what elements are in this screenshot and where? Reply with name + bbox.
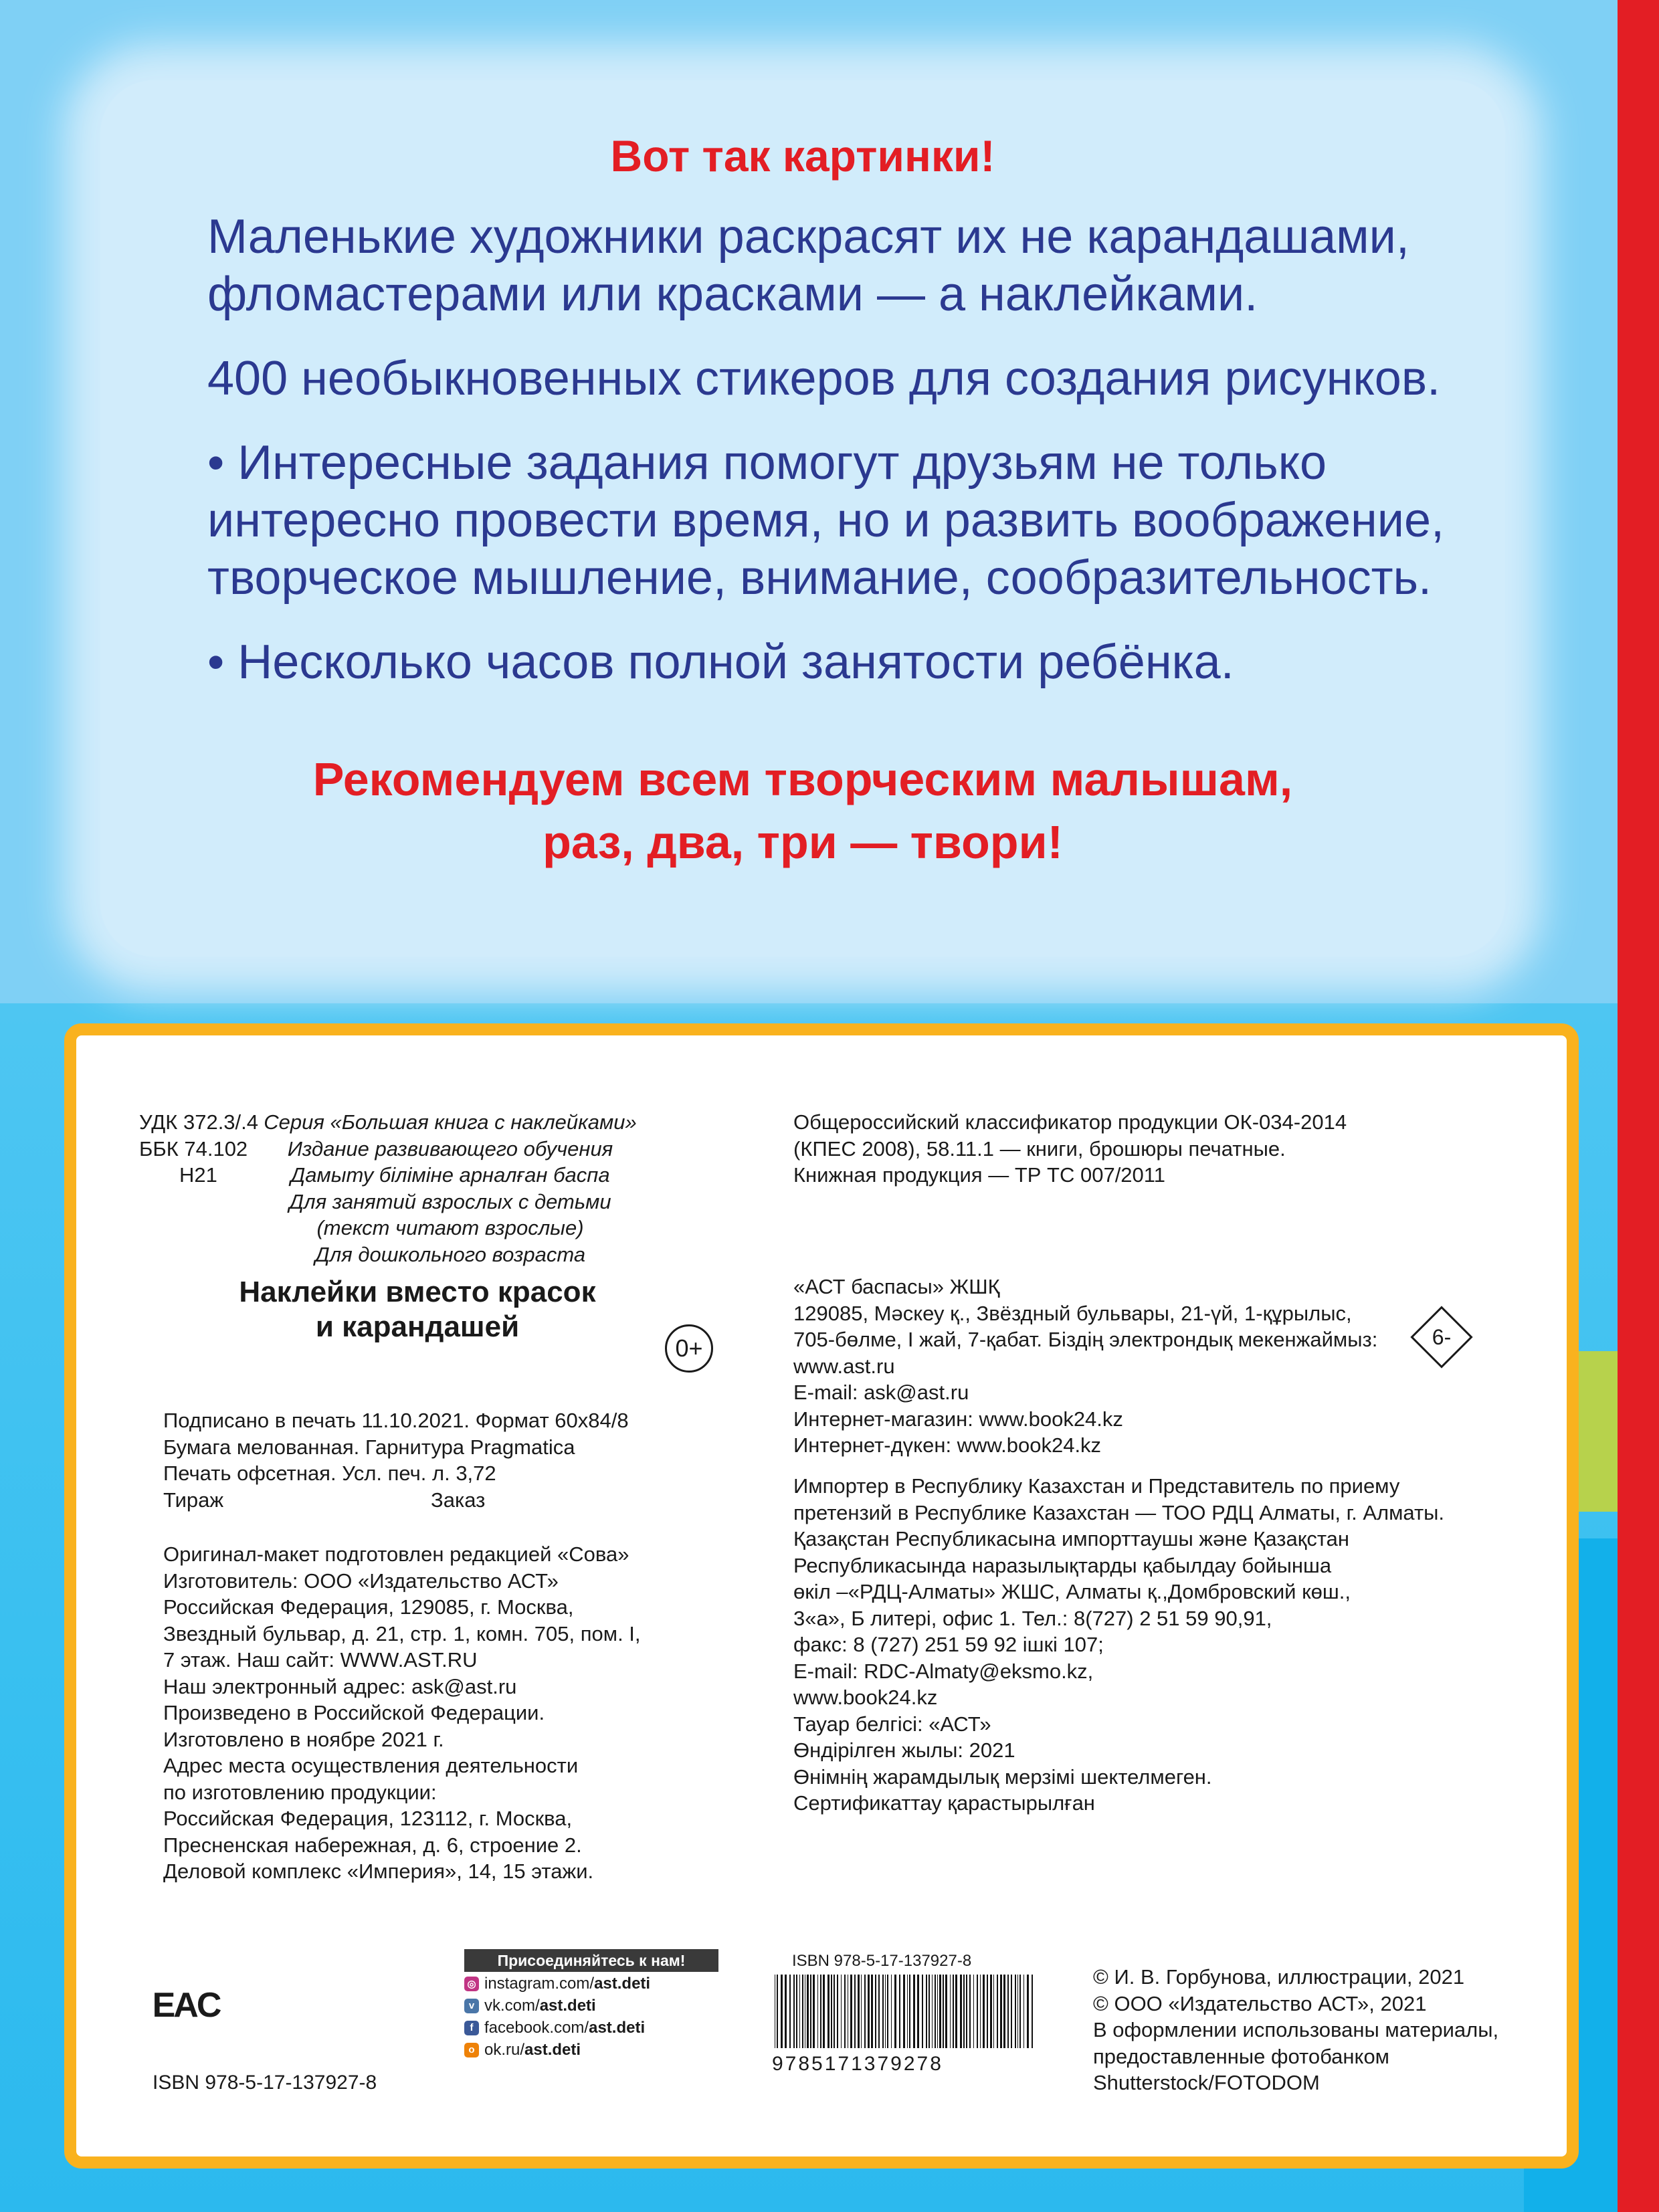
importer-line: Өнімнің жарамдылық мерзімі шектелмеген. xyxy=(793,1765,1212,1789)
barcode-bar xyxy=(950,1975,951,2048)
barcode-bar xyxy=(891,1975,892,2048)
author-mark: Н21 xyxy=(179,1163,217,1187)
barcode-bar xyxy=(799,1975,800,2048)
classifier-line: Книжная продукция — ТР ТС 007/2011 xyxy=(793,1163,1165,1187)
maker-line: Пресненская набережная, д. 6, строение 2. xyxy=(163,1833,582,1857)
classifier-line: (КПЕС 2008), 58.11.1 — книги, брошюры печатные. xyxy=(793,1136,1286,1161)
barcode-bar xyxy=(817,1975,818,2048)
importer-line: Тауар белгісі: «АСТ» xyxy=(793,1712,991,1736)
barcode-bar xyxy=(983,1975,985,2048)
series-line: Издание развивающего обучения xyxy=(287,1136,613,1161)
importer-line: Республикасында наразылықтарды қабылдау бойынша xyxy=(793,1553,1332,1577)
kz-line: 705-бөлме, I жай, 7-қабат. Біздің электрондық мекенжаймыз: xyxy=(793,1328,1378,1351)
age-rating-badge: 0+ xyxy=(665,1324,713,1373)
maker-line: 7 этаж. Наш сайт: WWW.AST.RU xyxy=(163,1648,478,1672)
barcode-bar xyxy=(813,1975,815,2048)
barcode-bar xyxy=(997,1975,998,2048)
barcode-bar xyxy=(937,1975,938,2048)
manufacturer-info xyxy=(163,1541,641,1885)
barcode-bar xyxy=(1023,1975,1024,2048)
barcode-bar xyxy=(1017,1975,1018,2048)
bbk-code: ББК 74.102 xyxy=(139,1136,248,1161)
barcode-bar xyxy=(827,1975,830,2048)
importer-line: Импортер в Республику Казахстан и Представитель по приему xyxy=(793,1474,1400,1498)
imprint-box xyxy=(64,1023,1579,2169)
copyright-info xyxy=(1093,1964,1498,2096)
barcode-bar xyxy=(922,1975,923,2048)
social-handle: ast.deti xyxy=(524,2040,581,2059)
importer-line: Өндірілген жылы: 2021 xyxy=(793,1738,1015,1762)
barcode-bar xyxy=(960,1975,962,2048)
barcode-bar xyxy=(899,1975,900,2048)
barcode-bar xyxy=(894,1975,896,2048)
barcode-bar xyxy=(887,1975,888,2048)
print-line: Печать офсетная. Усл. печ. л. 3,72 xyxy=(163,1462,496,1485)
barcode-bar xyxy=(955,1975,957,2048)
barcode-bar xyxy=(913,1975,915,2048)
importer-line: өкіл –«РДЦ-Алматы» ЖШС, Алматы қ.,Домбровский көш., xyxy=(793,1580,1351,1603)
udk-code: УДК 372.3/.4 xyxy=(139,1110,259,1134)
barcode-bar xyxy=(1019,1975,1021,2048)
importer-line: 3«а», Б литері, офис 1. Тел.: 8(727) 2 51 59 90,91, xyxy=(793,1606,1272,1630)
social-link-vk[interactable] xyxy=(464,1995,718,2016)
maker-line: Изготовлено в ноябре 2021 г. xyxy=(163,1727,444,1751)
kz-line: 129085, Мәскеу қ., Звёздный бульвары, 21-үй, 1-құрылыс, xyxy=(793,1301,1352,1325)
barcode-bar xyxy=(966,1975,967,2048)
barcode-bar xyxy=(1003,1975,1005,2048)
barcode-bar xyxy=(796,1975,797,2048)
barcode-bar xyxy=(926,1975,927,2048)
series-line: Для дошкольного возраста xyxy=(314,1242,586,1266)
barcode-bar xyxy=(909,1975,910,2048)
barcode-bar xyxy=(1032,1975,1033,2048)
classification-codes xyxy=(139,1109,258,1189)
barcode-bar xyxy=(789,1975,791,2048)
importer-line: претензий в Республике Казахстан — ТОО РДЦ Алматы, г. Алматы. xyxy=(793,1500,1445,1524)
maker-line: Российская Федерация, 123112, г. Москва, xyxy=(163,1807,573,1830)
series-line: Серия «Большая книга с наклейками» xyxy=(264,1110,637,1134)
barcode-bar xyxy=(820,1975,821,2048)
barcode-bar xyxy=(980,1975,981,2048)
barcode-bar xyxy=(1000,1975,1002,2048)
series-line: Дамыту біліміне арналған баспа xyxy=(290,1163,610,1187)
kz-line: E-mail: ask@ast.ru xyxy=(793,1381,969,1404)
odnoklassniki-icon: o xyxy=(464,2043,479,2057)
social-links xyxy=(464,1949,718,2060)
series-info xyxy=(253,1109,648,1268)
promo-paragraph-tasks: • Интересные задания помогут друзьям не только интересно провести время, но и развить воображение, творческое мышление, внимание, сообразительность. xyxy=(207,436,1445,605)
importer-line: Қазақстан Республикасына импорттаушы және Қазақстан xyxy=(793,1527,1350,1550)
barcode-bar xyxy=(882,1975,884,2048)
copyright-line: Shutterstock/FOTODOM xyxy=(1093,2071,1320,2094)
barcode-bar xyxy=(1015,1975,1016,2048)
kz-publisher-info xyxy=(793,1274,1377,1459)
promo-paragraph-hours: • Несколько часов полной занятости ребёнка. xyxy=(207,635,1234,689)
barcode-bar xyxy=(807,1975,809,2048)
barcode-bar xyxy=(854,1975,856,2048)
barcode-block xyxy=(772,1952,1053,2076)
social-handle: ast.deti xyxy=(594,1974,651,1993)
barcode-bar xyxy=(878,1975,880,2048)
copyright-line: предоставленные фотобанком xyxy=(1093,2044,1389,2068)
social-prefix: facebook.com/ xyxy=(484,2018,589,2037)
red-spine-stripe xyxy=(1618,0,1659,2212)
importer-line: E-mail: RDC-Almaty@eksmo.kz, xyxy=(793,1659,1094,1683)
barcode-bar xyxy=(907,1975,908,2048)
barcode-bar xyxy=(943,1975,944,2048)
maker-line: Российская Федерация, 129085, г. Москва, xyxy=(163,1595,574,1619)
barcode-bar xyxy=(945,1975,947,2048)
promo-paragraph-400-stickers: 400 необыкновенных стикеров для создания рисунков. xyxy=(207,352,1441,405)
barcode-bar xyxy=(864,1975,866,2048)
barcode-bar xyxy=(903,1975,905,2048)
maker-line: по изготовлению продукции: xyxy=(163,1780,437,1804)
vk-icon: v xyxy=(464,1999,479,2013)
book-title-line: и карандашей xyxy=(315,1310,520,1343)
barcode-bar xyxy=(973,1975,974,2048)
barcode-bar xyxy=(939,1975,941,2048)
instagram-icon: ◎ xyxy=(464,1977,479,1991)
print-details xyxy=(163,1407,629,1513)
barcode-bar xyxy=(858,1975,860,2048)
facebook-icon: f xyxy=(464,2021,479,2035)
social-link-ok[interactable] xyxy=(464,2039,718,2060)
barcode-bar xyxy=(837,1975,838,2048)
barcode-bar xyxy=(834,1975,835,2048)
social-link-instagram[interactable] xyxy=(464,1973,718,1994)
barcode-bar xyxy=(969,1975,971,2048)
barcode-bar xyxy=(861,1975,862,2048)
book-title-line: Наклейки вместо красок xyxy=(239,1276,596,1308)
barcode-bar xyxy=(993,1975,994,2048)
maker-line: Оригинал-макет подготовлен редакцией «Сова» xyxy=(163,1542,629,1566)
barcode-bar xyxy=(841,1975,842,2048)
maker-line: Звездный бульвар, д. 21, стр. 1, комн. 705, пом. I, xyxy=(163,1621,641,1645)
print-line: Подписано в печать 11.10.2021. Формат 60х84/8 xyxy=(163,1409,629,1432)
recommendation-line: Рекомендуем всем творческим малышам, xyxy=(312,753,1293,805)
maker-line: Деловой комплекс «Империя», 14, 15 этажи. xyxy=(163,1859,594,1883)
maker-line: Наш электронный адрес: ask@ast.ru xyxy=(163,1674,517,1698)
book-title xyxy=(230,1275,605,1344)
importer-line: www.book24.kz xyxy=(793,1686,938,1709)
barcode-bar xyxy=(802,1975,803,2048)
barcode-bar xyxy=(1007,1975,1009,2048)
barcode-bar xyxy=(793,1975,795,2048)
social-handle: ast.deti xyxy=(539,1996,596,2015)
maker-line: Изготовитель: ООО «Издательство АСТ» xyxy=(163,1569,559,1593)
barcode-bar xyxy=(844,1975,846,2048)
barcode-bar xyxy=(990,1975,992,2048)
copyright-line: В оформлении использованы материалы, xyxy=(1093,2018,1499,2041)
barcode-bar xyxy=(885,1975,886,2048)
importer-line: Сертификаттау қарастырылған xyxy=(793,1791,1095,1815)
social-prefix: ok.ru/ xyxy=(484,2040,525,2059)
barcode-isbn: ISBN 978-5-17-137927-8 xyxy=(792,1952,972,1970)
barcode-bar xyxy=(977,1975,978,2048)
copyright-line: © И. В. Горбунова, иллюстрации, 2021 xyxy=(1093,1965,1465,1989)
barcode-bar xyxy=(823,1975,825,2048)
barcode-bar xyxy=(868,1975,870,2048)
barcode-bar xyxy=(871,1975,873,2048)
maker-line: Произведено в Российской Федерации. xyxy=(163,1701,545,1724)
barcode-bar xyxy=(935,1975,936,2048)
recommendation-line: раз, два, три — твори! xyxy=(543,816,1063,868)
social-header: Присоединяйтесь к нам! xyxy=(464,1949,718,1972)
barcode-bars xyxy=(775,1975,1036,2048)
barcode-bar xyxy=(987,1975,988,2048)
social-prefix: vk.com/ xyxy=(484,1996,540,2015)
classifier-line: Общероссийский классификатор продукции ОК-034-2014 xyxy=(793,1110,1347,1134)
barcode-bar xyxy=(963,1975,965,2048)
barcode-bar xyxy=(785,1975,787,2048)
barcode-bar xyxy=(1027,1975,1029,2048)
barcode-bar xyxy=(810,1975,811,2048)
barcode-bar xyxy=(781,1975,783,2048)
kz-line: «АСТ баспасы» ЖШҚ xyxy=(793,1275,1000,1298)
copyright-line: © ООО «Издательство АСТ», 2021 xyxy=(1093,1991,1427,2015)
barcode-bar xyxy=(932,1975,933,2048)
kz-line: Интернет-магазин: www.book24.kz xyxy=(793,1407,1123,1431)
kz-age-rating-badge xyxy=(1410,1306,1472,1368)
promo-recommendation xyxy=(100,748,1505,874)
social-handle: ast.deti xyxy=(589,2018,646,2037)
barcode-bar xyxy=(850,1975,852,2048)
barcode-bar xyxy=(929,1975,930,2048)
social-prefix: instagram.com/ xyxy=(484,1974,595,1993)
barcode-bar xyxy=(875,1975,876,2048)
promo-text-block xyxy=(100,130,1505,874)
kz-line: Интернет-дүкен: www.book24.kz xyxy=(793,1433,1102,1457)
barcode-bar xyxy=(777,1975,778,2048)
isbn-text: ISBN 978-5-17-137927-8 xyxy=(153,2072,377,2094)
kz-age-rating-text: 6- xyxy=(1432,1324,1452,1349)
importer-info xyxy=(793,1473,1444,1817)
promo-paragraph-sticker-coloring: Маленькие художники раскрасят их не карандашами, фломастерами или красками — а наклейками. xyxy=(207,210,1409,321)
series-line: Для занятий взрослых с детьми xyxy=(289,1189,611,1213)
kz-line: www.ast.ru xyxy=(793,1354,895,1378)
barcode-bar xyxy=(953,1975,954,2048)
order-label: Заказ xyxy=(431,1488,486,1512)
circulation-order-row xyxy=(163,1487,629,1514)
barcode-number: 9785171379278 xyxy=(772,2053,943,2075)
promo-title: Вот так картинки! xyxy=(610,131,995,181)
circulation-label: Тираж xyxy=(163,1488,224,1512)
social-link-facebook[interactable] xyxy=(464,2017,718,2038)
eac-mark-icon: EAC xyxy=(152,1986,220,2025)
barcode-bar xyxy=(831,1975,832,2048)
barcode-bar xyxy=(917,1975,919,2048)
product-classifier xyxy=(793,1109,1347,1189)
maker-line: Адрес места осуществления деятельности xyxy=(163,1754,579,1777)
print-line: Бумага мелованная. Гарнитура Pragmatica xyxy=(163,1435,575,1459)
importer-line: факс: 8 (727) 251 59 92 ішкі 107; xyxy=(793,1633,1104,1656)
barcode-bar xyxy=(1011,1975,1012,2048)
series-line: (текст читают взрослые) xyxy=(316,1216,584,1239)
